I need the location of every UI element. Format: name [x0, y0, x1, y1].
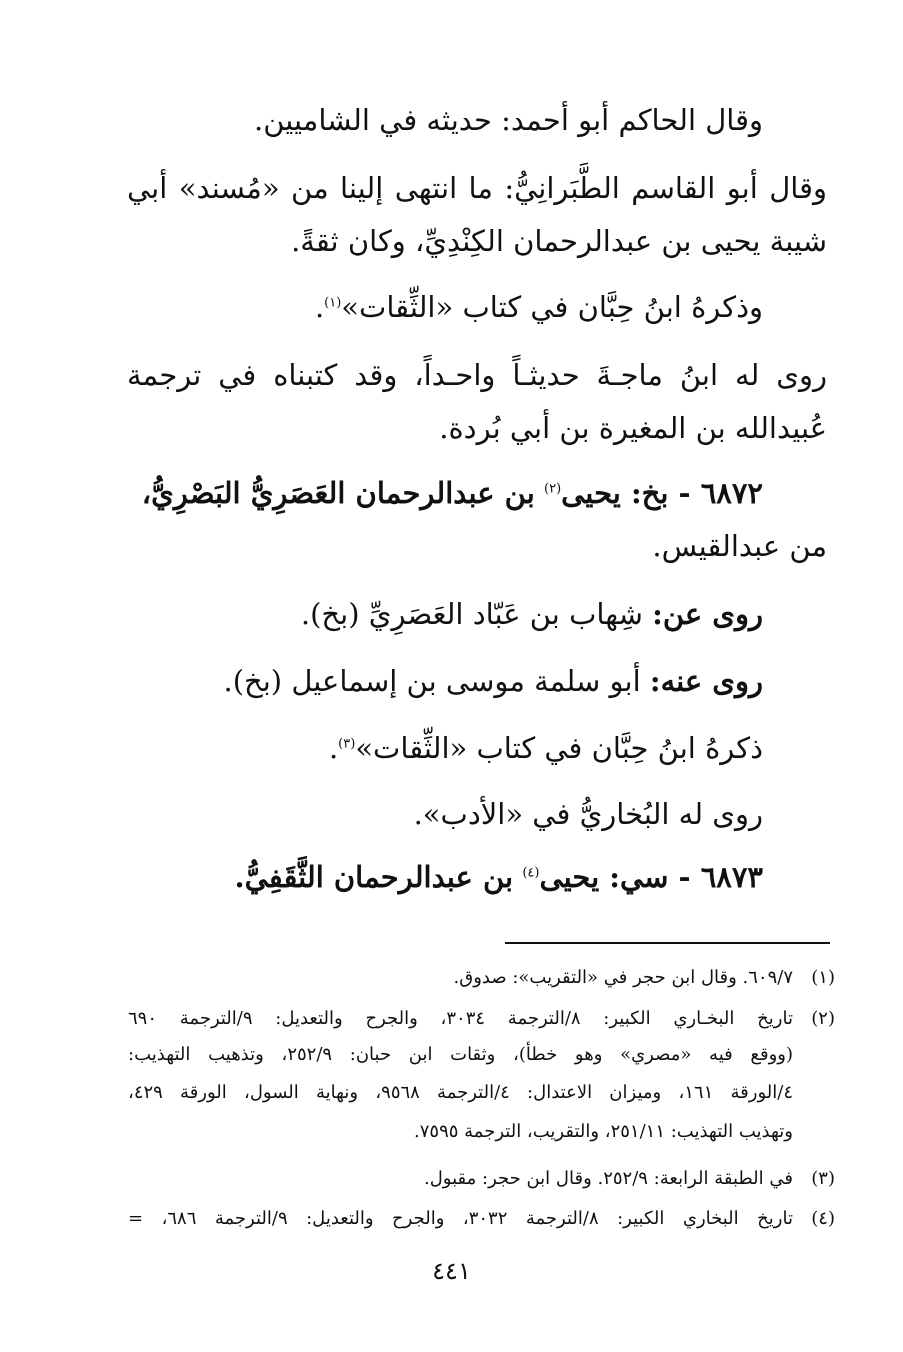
- ibn-hibban-line: [329, 728, 763, 768]
- ibn-hibban-text: ذكرهُ ابنُ حِبَّان في كتاب «الثِّقات»: [355, 731, 763, 765]
- page-number: ٤٤١: [432, 1257, 471, 1285]
- body-line-1: وقال الحاكم أبو أحمد: حديثه في الشاميين.: [254, 103, 763, 137]
- body-line-6: عُبيدالله بن المغيرة بن أبي بُردة.: [439, 411, 827, 445]
- footnote-number-1: (١): [811, 967, 835, 988]
- citation-text: وذكرهُ ابنُ حِبَّان في كتاب «الثِّقات»: [341, 290, 763, 324]
- body-line-3: شيبة يحيى بن عبدالرحمان الكِنْدِيِّ، وكان ثقةً.: [291, 224, 827, 258]
- footnote-number-2: (٢): [811, 1008, 835, 1029]
- entry-name-6872: بن عبدالرحمان العَصَرِيُّ البَصْرِيُّ،: [141, 476, 535, 510]
- footnote-2-line-3: ٤/الورقة ١٦١، وميزان الاعتدال: ٤/الترجمة ٩٥٦٨، ونهاية السول، الورقة ٤٢٩،: [128, 1082, 793, 1103]
- narrated-by-text: أبو سلمة موسى بن إسماعيل (بخ).: [223, 664, 641, 698]
- entry-name-6873: بن عبدالرحمان الثَّقَفِيُّ.: [234, 860, 514, 894]
- entry-number-6872: ٦٨٧٢ - بخ: يحيى: [561, 476, 763, 510]
- footnote-2-line-2: (ووقع فيه «مصري» وهو خطأ)، وثقات ابن حبان: ٢٥٢/٩، وتذهيب التهذيب:: [128, 1044, 793, 1065]
- body-line-5: روى له ابنُ ماجـةَ حديثـاً واحـداً، وقد كتبناه في ترجمة: [127, 358, 827, 392]
- footnote-number-3: (٣): [811, 1168, 835, 1189]
- footnote-marker-3[interactable]: (٣): [338, 736, 356, 752]
- footnote-number-4: (٤): [811, 1208, 835, 1229]
- body-line-4: [315, 287, 763, 327]
- narrated-by-line: [223, 661, 763, 701]
- entry-6873-line: [235, 857, 763, 897]
- footnote-marker-1[interactable]: (١): [324, 295, 342, 311]
- sentence-end: .: [314, 290, 325, 324]
- footnote-3-line-1: في الطبقة الرابعة: ٢٥٢/٩. وقال ابن حجر: مقبول.: [424, 1168, 793, 1189]
- footnote-separator: [505, 942, 830, 944]
- narrated-from-line: [301, 594, 763, 634]
- footnote-2-line-1: تاريخ البخـاري الكبير: ٨/الترجمة ٣٠٣٤، والجرح والتعديل: ٩/الترجمة ٦٩٠: [128, 1008, 793, 1029]
- bukhari-adab-line: روى له البُخاريُّ في «الأدب».: [413, 797, 763, 831]
- footnote-1-line-1: ٦٠٩/٧. وقال ابن حجر في «التقريب»: صدوق.: [453, 967, 793, 988]
- body-line-2: وقال أبو القاسم الطَّبَرانِيُّ: ما انتهى إلينا من «مُسند» أبي: [127, 171, 828, 205]
- footnote-marker-2[interactable]: (٢): [544, 481, 562, 497]
- sentence-end: .: [328, 731, 339, 765]
- footnote-4-line-1: تاريخ البخاري الكبير: ٨/الترجمة ٣٠٣٢، والجرح والتعديل: ٩/الترجمة ٦٨٦، =: [128, 1208, 793, 1229]
- entry-6872-line-1: [142, 473, 763, 513]
- entry-number-6873: ٦٨٧٣ - سي: يحيى: [539, 860, 763, 894]
- entry-6872-line-2: من عبدالقيس.: [652, 529, 827, 563]
- narrated-by-label: روى عنه:: [649, 664, 763, 698]
- footnote-2-line-4: وتهذيب التهذيب: ٢٥١/١١، والتقريب، الترجمة ٧٥٩٥.: [414, 1121, 793, 1142]
- narrated-from-text: شِهاب بن عَبّاد العَصَرِيِّ (بخ).: [300, 597, 643, 631]
- narrated-from-label: روى عن:: [652, 597, 763, 631]
- footnote-marker-4[interactable]: (٤): [522, 865, 540, 881]
